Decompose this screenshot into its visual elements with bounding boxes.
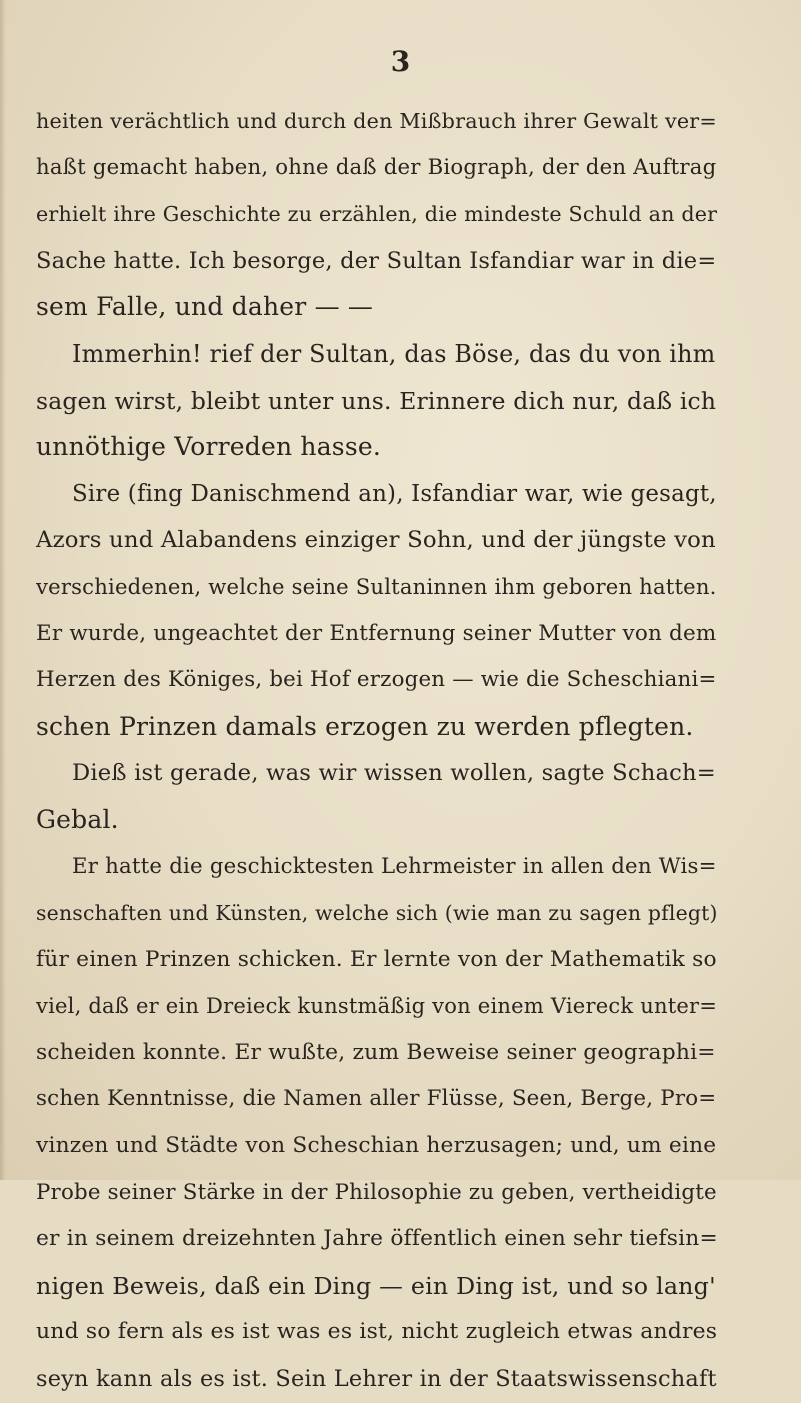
text-line: er in seinem dreizehnten Jahre öffentlich einen sehr tiefsin= (36, 1226, 718, 1252)
text-line: Immerhin! rief der Sultan, das Böse, das du von ihm (72, 339, 716, 368)
text-line: Gebal. (36, 804, 119, 834)
text-line: senschaften und Künsten, welche sich (wie man zu sagen pflegt) (36, 901, 718, 926)
text-line: Azors und Alabandens einziger Sohn, und der jüngste von (36, 527, 716, 554)
text-line: Er wurde, ungeachtet der Entfernung seiner Mutter von dem (36, 620, 717, 646)
text-line: haßt gemacht haben, ohne daß der Biograph, der den Auftrag (36, 154, 717, 180)
text-line: vinzen und Städte von Scheschian herzusagen; und, um eine (36, 1133, 717, 1159)
text-line: Dieß ist gerade, was wir wissen wollen, sagte Schach= (72, 760, 716, 787)
text-line: seyn kann als es ist. Sein Lehrer in der Staatswissenschaft (36, 1366, 717, 1393)
text-line: schen Kenntnisse, die Namen aller Flüsse, Seen, Berge, Pro= (36, 1086, 717, 1112)
text-line: sem Falle, und daher — — (36, 292, 374, 322)
text-line: nigen Beweis, daß ein Ding — ein Ding ist, und so lang' (36, 1271, 716, 1300)
text-line: schen Prinzen damals erzogen zu werden pflegten. (36, 711, 694, 741)
text-line: unnöthige Vorreden hasse. (36, 432, 382, 462)
text-line: heiten verächtlich und durch den Mißbrauch ihrer Gewalt ver= (36, 109, 717, 133)
text-line: Herzen des Königes, bei Hof erzogen — wie die Scheschiani= (36, 667, 717, 693)
text-line: Sire (fing Danischmend an), Isfandiar war, wie gesagt, (72, 480, 717, 507)
text-line: sagen wirst, bleibt unter uns. Erinnere dich nur, daß ich (36, 386, 717, 415)
text-line: Probe seiner Stärke in der Philosophie zu geben, vertheidigte (36, 1179, 717, 1205)
text-line: erhielt ihre Geschichte zu erzählen, die mindeste Schuld an der (36, 202, 718, 227)
text-line: für einen Prinzen schicken. Er lernte von der Mathematik so (36, 946, 717, 972)
text-line: Sache hatte. Ich besorge, der Sultan Isfandiar war in die= (36, 247, 717, 274)
text-line: Er hatte die geschicktesten Lehrmeister in allen den Wis= (72, 853, 717, 879)
page-edge-shadow (0, 0, 6, 1180)
text-line: scheiden konnte. Er wußte, zum Beweise seiner geographi= (36, 1039, 716, 1065)
text-line: und so fern als es ist was es ist, nicht zugleich etwas andres (36, 1319, 718, 1345)
page-number: 3 (390, 45, 411, 78)
body-text (36, 98, 718, 1403)
text-line: viel, daß er ein Dreieck kunstmäßig von einem Viereck unter= (36, 993, 718, 1019)
text-line: verschiedenen, welche seine Sultaninnen ihm geboren hatten. (36, 573, 717, 599)
